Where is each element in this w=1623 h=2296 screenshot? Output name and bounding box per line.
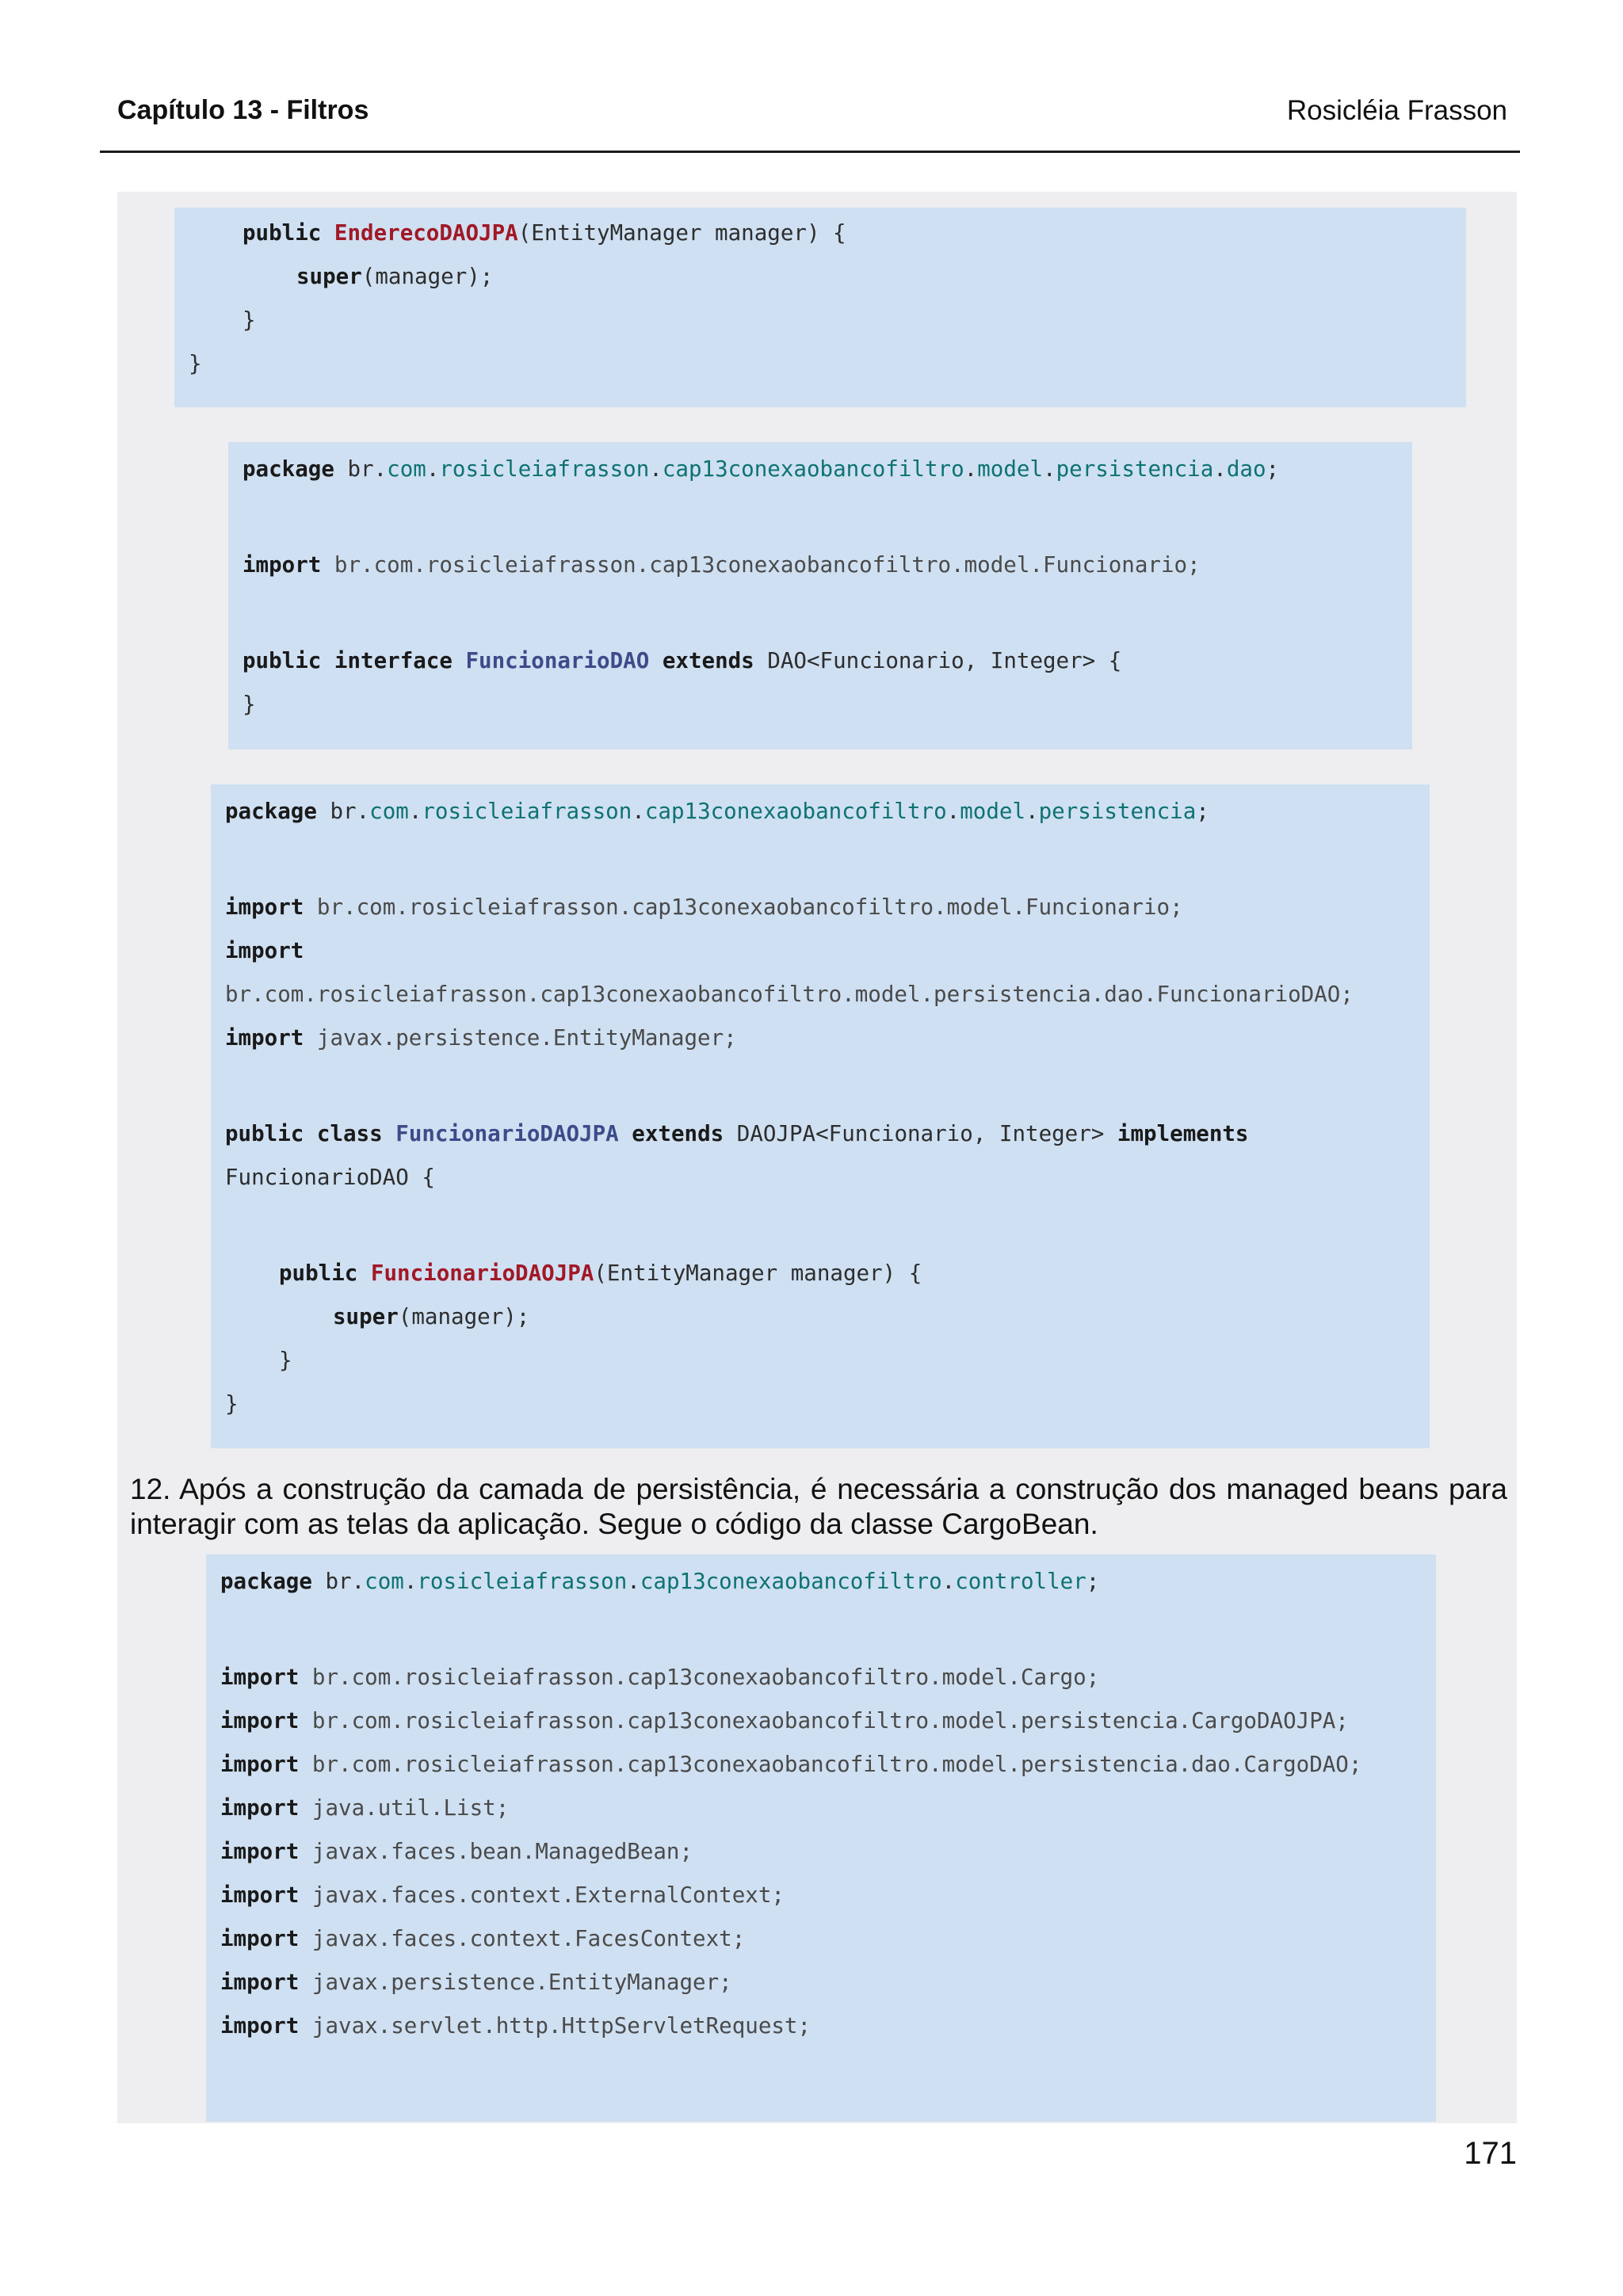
code-line: FuncionarioDAO { [225, 1165, 435, 1190]
code-text: . [632, 799, 645, 824]
import-path: br.com.rosicleiafrasson.cap13conexaobancofiltro.model.Funcionario; [334, 552, 1201, 578]
import-path: javax.faces.context.ExternalContext; [311, 1882, 785, 1908]
keyword: import [225, 1025, 304, 1051]
keyword: import [225, 894, 304, 920]
code-text: . [403, 1569, 418, 1594]
keyword: implements [1117, 1121, 1249, 1146]
code-text: . [964, 456, 978, 482]
keyword: extends [632, 1121, 724, 1146]
code-line: } [225, 1391, 239, 1417]
import-path: br.com.rosicleiafrasson.cap13conexaobancofiltro.model.persistencia.dao.FuncionarioDAO; [225, 982, 1354, 1007]
type-name: FuncionarioDAOJPA [395, 1121, 619, 1146]
code-text: . [941, 1569, 956, 1594]
code-line [220, 2010, 811, 2042]
body-paragraph: 12. Após a construção da camada de persistência, é necessária a construção dos managed beans para interagir com as telas da aplicação. Segue o código da classe CargoBean. [130, 1473, 1507, 1540]
keyword: import [220, 1926, 300, 1951]
code-line [225, 978, 1354, 1010]
import-path: javax.persistence.EntityManager; [316, 1025, 737, 1051]
package-segment: persistencia [1056, 456, 1214, 482]
keyword: extends [662, 648, 754, 673]
code-line [242, 453, 1279, 485]
code-text: . [1025, 799, 1039, 824]
code-line [220, 1923, 745, 1955]
code-text: br. [330, 799, 370, 824]
author-name: Rosicléia Frasson [1286, 95, 1507, 126]
code-line [220, 1879, 785, 1911]
code-line [242, 549, 1201, 581]
package-segment: controller [955, 1569, 1086, 1594]
import-path: br.com.rosicleiafrasson.cap13conexaobancofiltro.model.persistencia.dao.CargoDAO; [311, 1752, 1362, 1777]
keyword: import [225, 938, 304, 963]
import-path: br.com.rosicleiafrasson.cap13conexaobancofiltro.model.persistencia.CargoDAOJPA; [311, 1708, 1349, 1733]
package-segment: com [387, 456, 426, 482]
package-segment: rosicleiafrasson [417, 1569, 628, 1594]
package-segment: com [369, 799, 409, 824]
keyword: class [316, 1121, 383, 1146]
keyword: public [242, 220, 322, 246]
package-segment: persistencia [1038, 799, 1197, 824]
code-text: (EntityManager manager) { [517, 220, 846, 246]
keyword: interface [334, 648, 453, 673]
keyword: import [220, 1882, 300, 1908]
import-path: br.com.rosicleiafrasson.cap13conexaobancofiltro.model.Funcionario; [316, 894, 1183, 920]
package-segment: com [365, 1569, 404, 1594]
code-text: DAO<Funcionario, Integer> { [767, 648, 1122, 673]
code-text: ; [1086, 1569, 1100, 1594]
import-path: javax.faces.context.FacesContext; [311, 1926, 746, 1951]
code-line [220, 1792, 509, 1824]
package-segment: cap13conexaobancofiltro [662, 456, 964, 482]
code-line: } [189, 351, 202, 376]
code-line [220, 1836, 693, 1867]
code-text: . [1043, 456, 1056, 482]
keyword: import [220, 1665, 300, 1690]
keyword: package [220, 1569, 312, 1594]
code-text: . [649, 456, 663, 482]
code-text: (manager); [361, 264, 494, 289]
code-block-cargobean [206, 1554, 1436, 2122]
code-text: (manager); [398, 1304, 530, 1329]
code-line [220, 1566, 1099, 1597]
code-text: br. [347, 456, 388, 482]
keyword: import [220, 1708, 300, 1733]
method-name: EnderecoDAOJPA [334, 220, 518, 246]
keyword: public [279, 1261, 358, 1286]
type-name: FuncionarioDAO [465, 648, 650, 673]
keyword: import [242, 552, 322, 578]
keyword: package [242, 456, 334, 482]
package-segment: model [977, 456, 1044, 482]
package-segment: cap13conexaobancofiltro [644, 799, 947, 824]
page-number: 171 [1464, 2136, 1517, 2171]
import-path: javax.servlet.http.HttpServletRequest; [311, 2013, 812, 2039]
code-line [225, 795, 1209, 827]
code-text: . [946, 799, 960, 824]
package-segment: dao [1226, 456, 1266, 482]
code-line [220, 1966, 732, 1998]
code-line [279, 1257, 922, 1289]
code-line [296, 261, 493, 292]
code-text: ; [1196, 799, 1209, 824]
code-text: ; [1266, 456, 1280, 482]
code-block-enderecodaojpa [174, 208, 1466, 407]
method-name: FuncionarioDAOJPA [370, 1261, 594, 1286]
code-line [220, 1661, 1099, 1693]
keyword: public [225, 1121, 304, 1146]
code-line [225, 1118, 1249, 1150]
code-line [225, 891, 1183, 923]
import-path: br.com.rosicleiafrasson.cap13conexaobancofiltro.model.Cargo; [311, 1665, 1100, 1690]
keyword: import [220, 1752, 300, 1777]
package-segment: rosicleiafrasson [422, 799, 632, 824]
keyword: import [220, 2013, 300, 2039]
import-path: javax.persistence.EntityManager; [311, 1970, 732, 1995]
code-text: DAOJPA<Funcionario, Integer> [736, 1121, 1105, 1146]
code-block-funcionariodao [228, 442, 1412, 749]
code-text: . [1213, 456, 1227, 482]
code-block-funcionariodaojpa [211, 784, 1430, 1448]
import-path: java.util.List; [311, 1795, 510, 1821]
package-segment: model [960, 799, 1026, 824]
keyword: super [333, 1304, 399, 1329]
code-line [225, 1022, 737, 1054]
code-line [220, 1749, 1361, 1780]
keyword: import [220, 1970, 300, 1995]
code-text: (EntityManager manager) { [594, 1261, 922, 1286]
code-line [333, 1301, 529, 1333]
import-path: javax.faces.bean.ManagedBean; [311, 1839, 693, 1864]
header-rule [100, 151, 1520, 153]
code-line [220, 1705, 1349, 1737]
keyword: import [220, 1839, 300, 1864]
code-line: } [242, 307, 256, 333]
code-text: . [408, 799, 422, 824]
code-line [225, 935, 304, 967]
code-line: } [279, 1348, 292, 1373]
code-text: . [426, 456, 440, 482]
code-line: } [242, 692, 256, 717]
code-line [242, 645, 1121, 677]
keyword: public [242, 648, 322, 673]
keyword: import [220, 1795, 300, 1821]
code-text: br. [325, 1569, 365, 1594]
chapter-title: Capítulo 13 - Filtros [117, 95, 369, 125]
keyword: package [225, 799, 317, 824]
code-line [242, 217, 846, 249]
package-segment: rosicleiafrasson [439, 456, 650, 482]
keyword: super [296, 264, 362, 289]
code-text: . [627, 1569, 640, 1594]
package-segment: cap13conexaobancofiltro [640, 1569, 942, 1594]
